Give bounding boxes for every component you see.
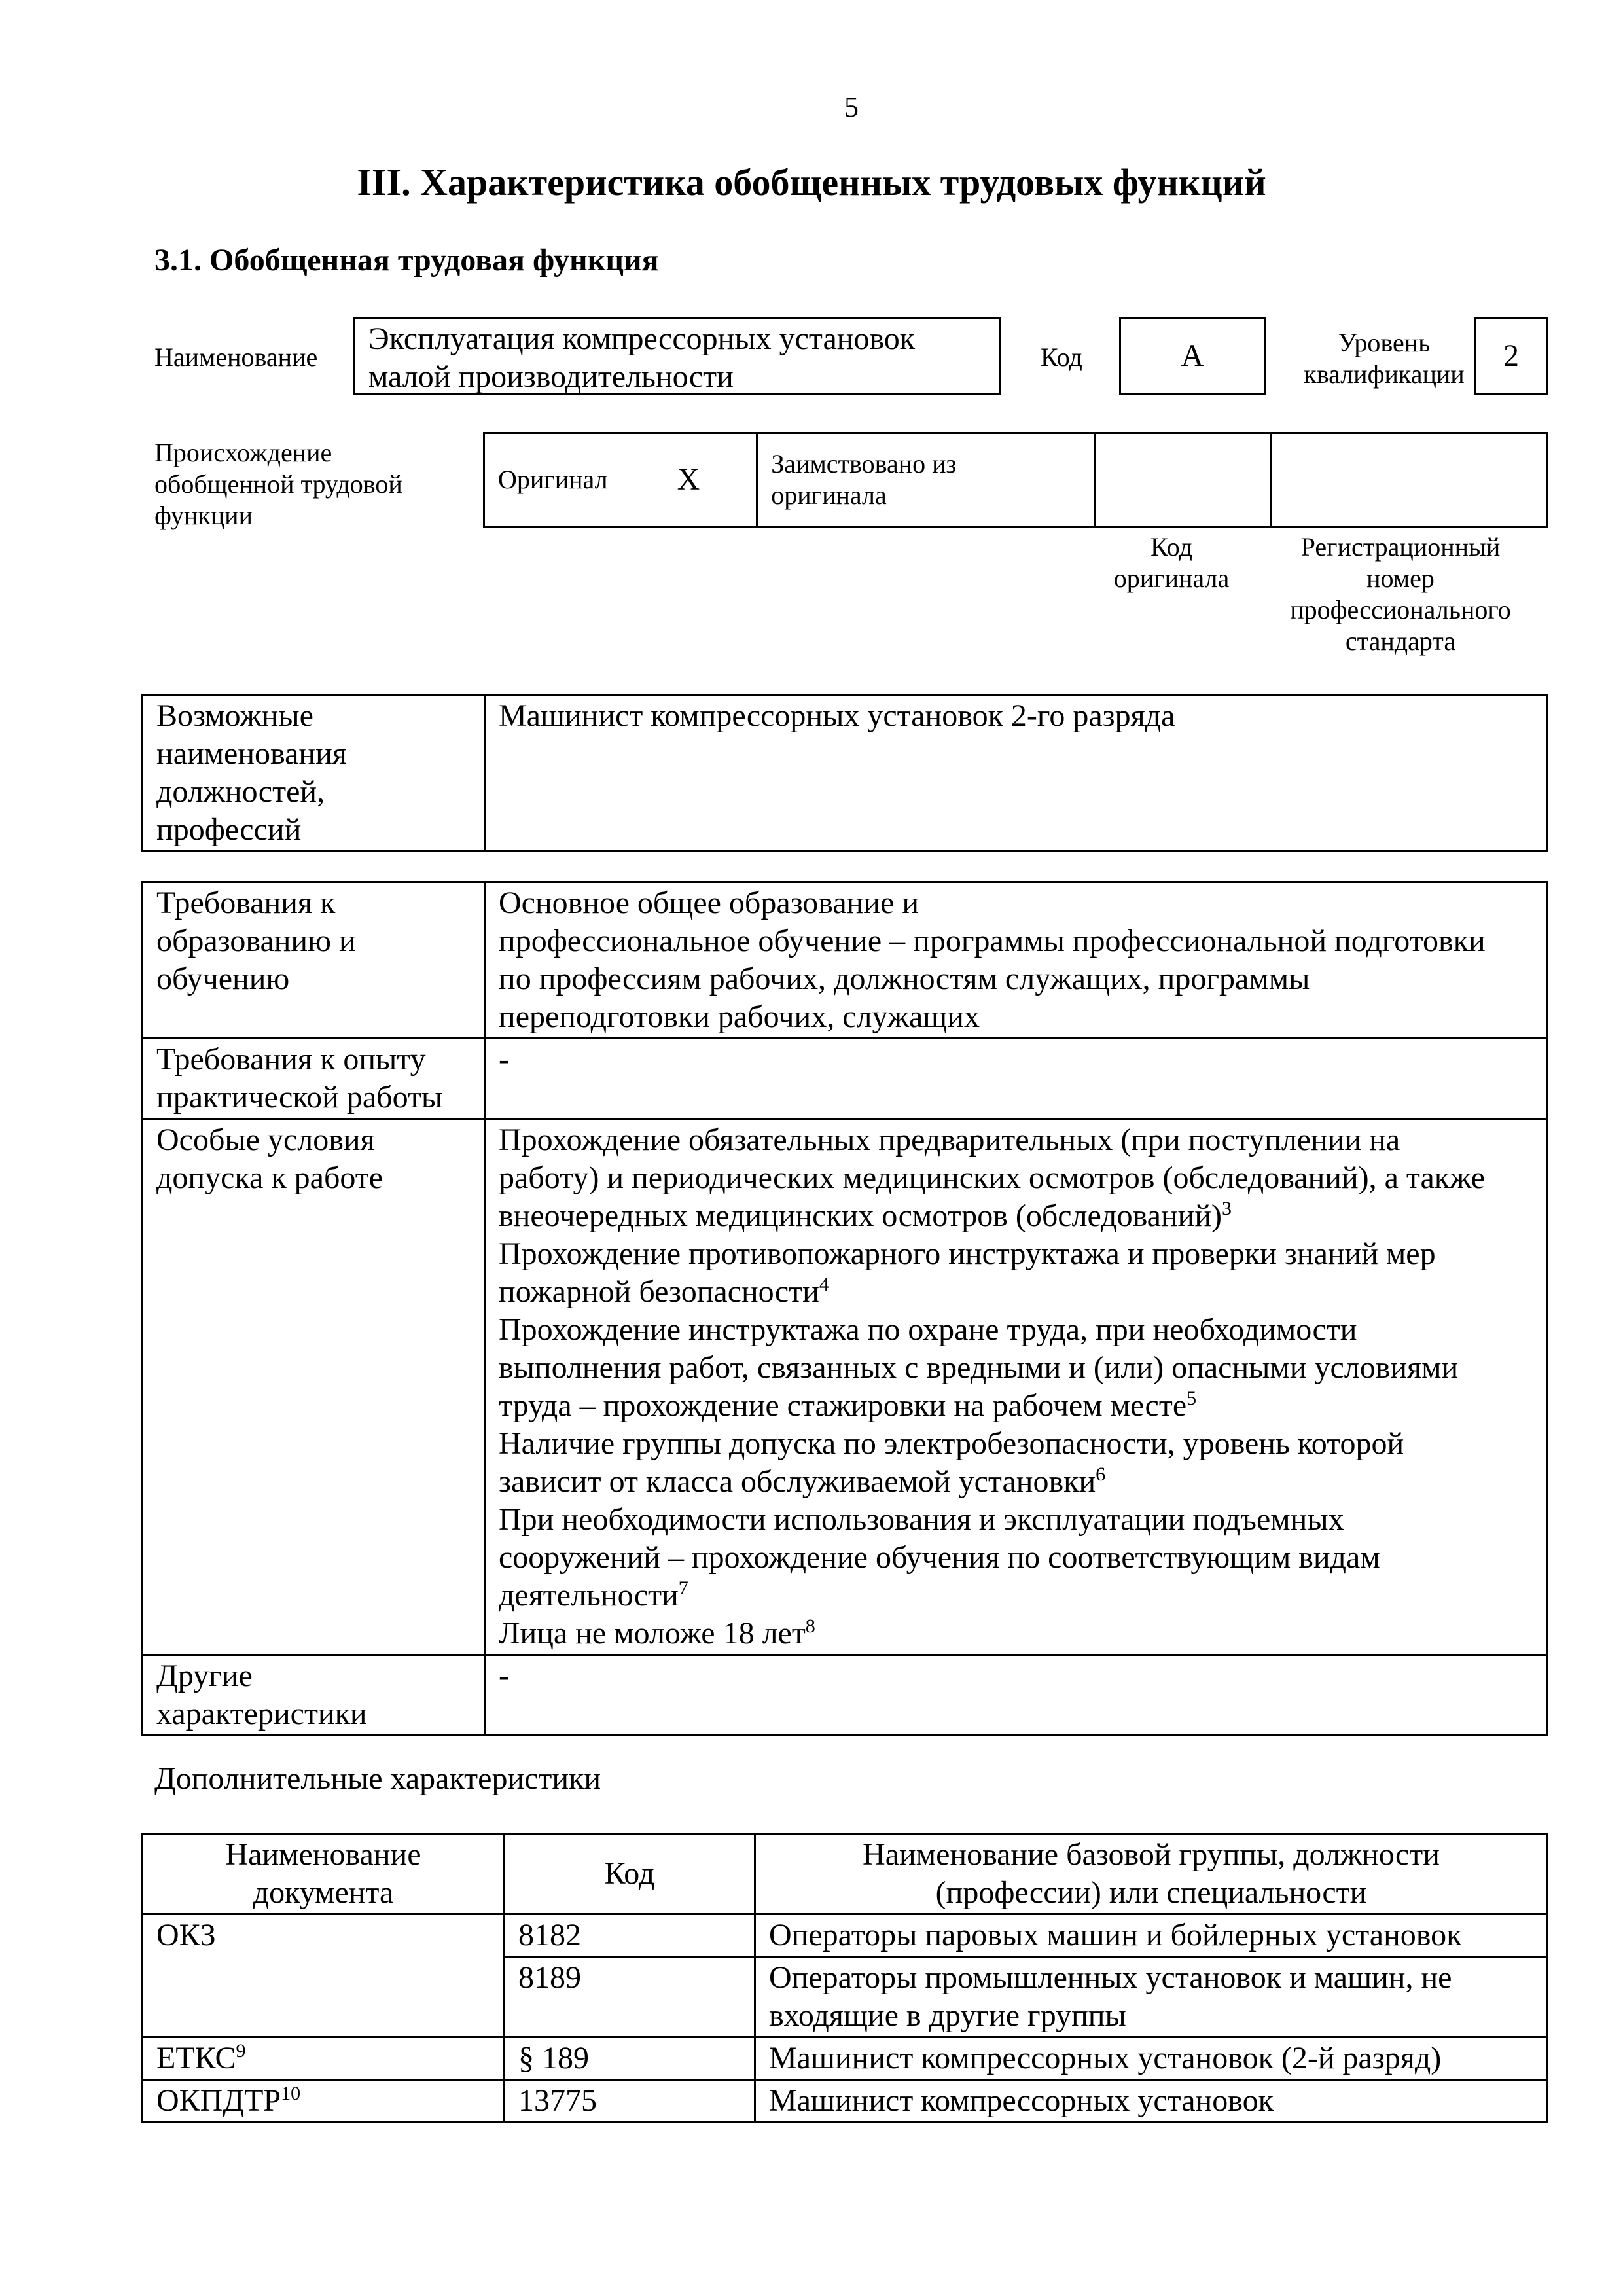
education-label — [143, 882, 485, 1039]
condition-1-line3 — [499, 1197, 1533, 1235]
borrowed-label-line1: Заимствовано из — [771, 449, 957, 478]
education-line1: Основное общее образование и — [499, 886, 919, 920]
footnote-ref: 5 — [1186, 1388, 1197, 1409]
experience-label-line1: Требования к опыту — [156, 1042, 426, 1077]
registration-number-cell — [1270, 433, 1547, 527]
code-caption-line1: Код — [1150, 532, 1192, 562]
name-value-box — [353, 317, 1001, 395]
additional-table — [141, 1833, 1548, 2123]
row-name — [755, 2037, 1548, 2080]
footnote-ref: 6 — [1096, 1463, 1106, 1485]
footnote-ref: 10 — [281, 2083, 301, 2104]
footnote-ref: 3 — [1222, 1198, 1232, 1219]
col-header-document — [143, 1834, 505, 1914]
original-code-cell — [1096, 433, 1270, 527]
condition-4-text: зависит от класса обслуживаемой установки — [499, 1464, 1096, 1499]
name-label: Наименование — [154, 342, 318, 372]
level-label-line2: квалификации — [1304, 359, 1465, 389]
reg-caption-line3: профессионального — [1290, 595, 1511, 624]
row-name-line1: Машинист компрессорных установок (2-й разряд) — [769, 2041, 1442, 2075]
level-label-line1: Уровень — [1338, 328, 1431, 357]
condition-3-line1: Прохождение инструктажа по охране труда, при необходимости — [499, 1312, 1357, 1347]
education-value — [485, 882, 1548, 1039]
original-mark: X — [621, 433, 757, 527]
code-value: А — [1181, 338, 1204, 373]
col-header-name — [755, 1834, 1548, 1914]
footnote-ref: 9 — [236, 2040, 246, 2062]
other-label-line2: характеристики — [156, 1696, 367, 1731]
other-label — [143, 1655, 485, 1736]
positions-table — [141, 694, 1548, 852]
condition-3-text: труда – прохождение стажировки на рабочем месте — [499, 1388, 1187, 1423]
origin-table — [483, 432, 1548, 528]
footnote-ref: 7 — [678, 1577, 688, 1599]
row-name — [755, 2080, 1548, 2123]
name-value-line2: малой производительности — [368, 359, 734, 394]
other-label-line1: Другие — [156, 1659, 253, 1693]
name-value-line1: Эксплуатация компрессорных установок — [368, 321, 916, 356]
col-header-name-line2: (профессии) или специальности — [935, 1875, 1367, 1910]
row-doc — [143, 2080, 505, 2123]
conditions-value — [485, 1119, 1548, 1655]
footnote-ref: 4 — [819, 1274, 829, 1295]
reg-caption-line4: стандарта — [1345, 626, 1456, 656]
col-header-document-line1: Наименование — [225, 1837, 421, 1872]
education-label-line3: обучению — [156, 961, 290, 996]
condition-4-line2 — [499, 1463, 1533, 1501]
col-header-name-line1: Наименование базовой группы, должности — [863, 1837, 1440, 1872]
level-value-box — [1474, 317, 1548, 395]
row-code: 8182 — [505, 1914, 755, 1957]
condition-5-line1: При необходимости использования и эксплуатации подъемных — [499, 1502, 1344, 1537]
additional-caption: Дополнительные характеристики — [154, 1761, 601, 1796]
condition-6-line1 — [499, 1615, 1533, 1653]
condition-1-text: внеочередных медицинских осмотров (обследований) — [499, 1198, 1222, 1233]
education-line4: переподготовки рабочих, служащих — [499, 999, 980, 1034]
original-label: Оригинал — [484, 433, 621, 527]
condition-2-text: пожарной безопасности — [499, 1274, 819, 1309]
positions-label-line2: наименования — [156, 736, 347, 771]
row-name-line1: Операторы промышленных установок и машин, не — [769, 1960, 1452, 1995]
row-code: 13775 — [505, 2080, 755, 2123]
col-header-code: Код — [505, 1834, 755, 1914]
condition-2-line2 — [499, 1273, 1533, 1311]
row-doc — [143, 1914, 505, 2037]
condition-6-text: Лица не моложе 18 лет — [499, 1616, 806, 1651]
condition-1-line1: Прохождение обязательных предварительных (при поступлении на — [499, 1122, 1400, 1157]
condition-1-line2: работу) и периодических медицинских осмотров (обследований), а также — [499, 1160, 1485, 1195]
col-header-document-line2: документа — [253, 1875, 394, 1910]
footnote-ref: 8 — [805, 1615, 815, 1637]
borrowed-label-line2: оригинала — [771, 480, 887, 510]
positions-label — [143, 695, 485, 852]
code-caption — [1086, 531, 1257, 594]
other-value: - — [485, 1655, 1548, 1736]
positions-label-line4: профессий — [156, 812, 302, 847]
row-name — [755, 1957, 1548, 2037]
table-row — [143, 1119, 1548, 1655]
positions-value: Машинист компрессорных установок 2-го разряда — [485, 695, 1548, 852]
condition-3-line3 — [499, 1387, 1533, 1425]
table-row — [143, 1655, 1548, 1736]
row-name-line2: входящие в другие группы — [769, 1998, 1126, 2033]
row-doc-text: ОКЗ — [156, 1918, 216, 1952]
table-row — [143, 882, 1548, 1039]
reg-caption — [1263, 531, 1538, 657]
table-header-row — [143, 1834, 1548, 1914]
condition-5-line3 — [499, 1577, 1533, 1615]
condition-4-line1: Наличие группы допуска по электробезопасности, уровень которой — [499, 1426, 1404, 1461]
education-line2: профессиональное обучение – программы профессиональной подготовки — [499, 924, 1486, 958]
row-doc-text: ЕТКС — [156, 2041, 236, 2075]
origin-label — [154, 437, 402, 531]
origin-label-line2: обобщенной трудовой — [154, 469, 402, 499]
education-line3: по профессиям рабочих, должностям служащих, программы — [499, 961, 1310, 996]
table-row — [143, 2080, 1548, 2123]
positions-label-line1: Возможные — [156, 698, 313, 733]
conditions-label — [143, 1119, 485, 1655]
origin-label-line1: Происхождение — [154, 438, 332, 467]
experience-label-line2: практической работы — [156, 1080, 443, 1115]
level-value: 2 — [1503, 338, 1519, 373]
reg-caption-line1: Регистрационный — [1300, 532, 1501, 562]
condition-5-line2: сооружений – прохождение обучения по соответствующим видам — [499, 1540, 1380, 1575]
row-doc — [143, 2037, 505, 2080]
row-code: 8189 — [505, 1957, 755, 2037]
code-value-box — [1119, 317, 1266, 395]
conditions-label-line1: Особые условия — [156, 1122, 375, 1157]
row-name-line1: Операторы паровых машин и бойлерных установок — [769, 1918, 1462, 1952]
code-label: Код — [1041, 342, 1082, 372]
table-row — [143, 1039, 1548, 1119]
row-code: § 189 — [505, 2037, 755, 2080]
condition-5-text: деятельности — [499, 1578, 679, 1613]
requirements-table — [141, 881, 1548, 1736]
page-number: 5 — [844, 91, 859, 123]
conditions-label-line2: допуска к работе — [156, 1160, 383, 1195]
row-name — [755, 1914, 1548, 1957]
row-name-line1: Машинист компрессорных установок — [769, 2083, 1274, 2118]
section-title: III. Характеристика обобщенных трудовых функций — [357, 161, 1266, 204]
experience-label — [143, 1039, 485, 1119]
condition-3-line2: выполнения работ, связанных с вредными и (или) опасными условиями — [499, 1350, 1459, 1385]
reg-caption-line2: номер — [1366, 564, 1435, 593]
education-label-line1: Требования к — [156, 886, 336, 920]
code-caption-line2: оригинала — [1113, 564, 1230, 593]
experience-value: - — [485, 1039, 1548, 1119]
level-label — [1276, 327, 1492, 390]
positions-label-line3: должностей, — [156, 774, 325, 809]
origin-label-line3: функции — [154, 501, 253, 530]
condition-2-line1: Прохождение противопожарного инструктажа и проверки знаний мер — [499, 1236, 1436, 1271]
borrowed-label — [757, 433, 1096, 527]
row-doc-text: ОКПДТР — [156, 2083, 281, 2118]
subsection-title: 3.1. Обобщенная трудовая функция — [154, 243, 659, 278]
education-label-line2: образованию и — [156, 924, 356, 958]
table-row — [143, 1914, 1548, 1957]
table-row — [143, 2037, 1548, 2080]
